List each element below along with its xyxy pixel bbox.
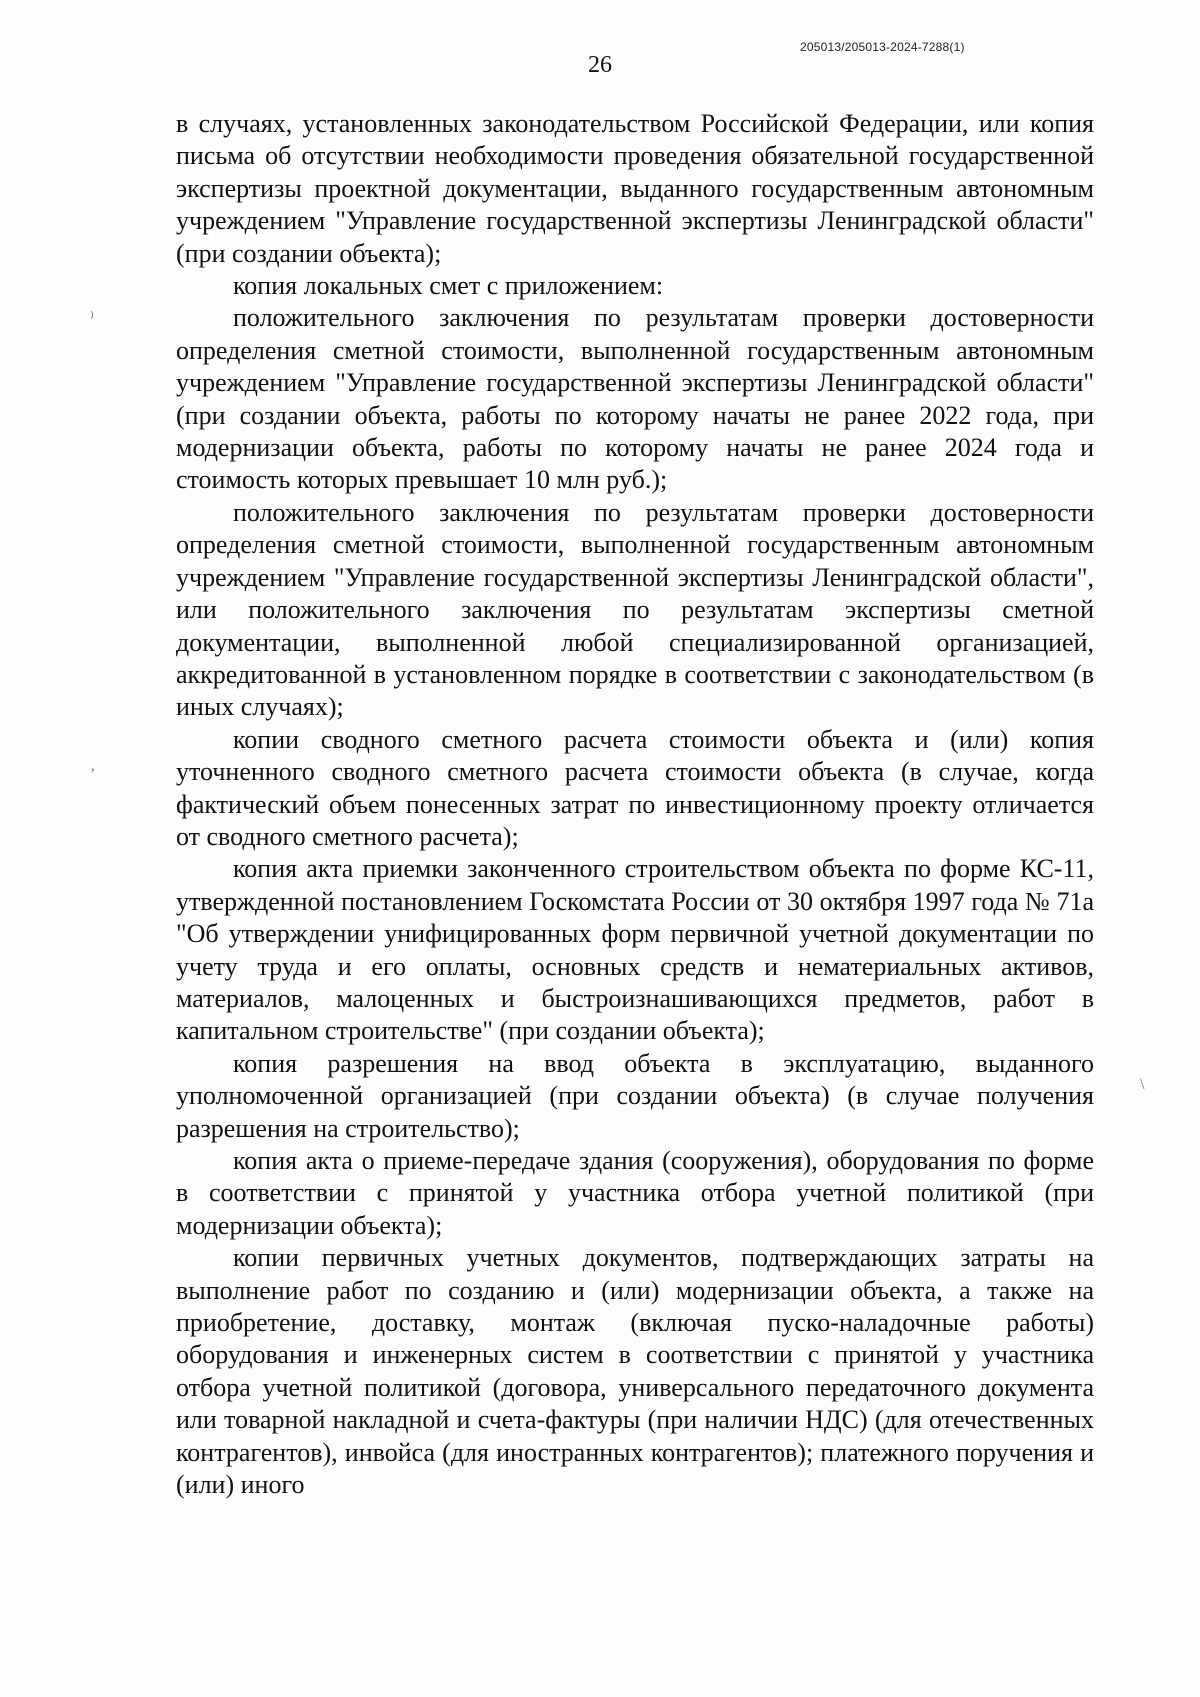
scan-mark: \ — [1140, 1076, 1145, 1093]
paragraph: копия акта приемки законченного строительством объекта по форме КС-11, утвержденной постановлением Госкомстата России от 30 октября 1997 года № 71а "Об утверждении унифицированных форм первичной учетной документации по учету труда и его оплаты, основных средств и нематериальных активов, материалов, малоценных и быстроизнашивающихся предметов, работ в капитальном строительстве" (при создании объекта); — [176, 854, 1094, 1046]
document-id: 205013/205013-2024-7288(1) — [800, 40, 965, 54]
paragraph: положительного заключения по результатам проверки достоверности определения сметной стоимости, выполненной государственным автономным учреждением "Управление государственной экспертизы Ленинградской области", или положительного заключения по результатам экспертизы сметной документации, выполненной любой специализированной организацией, аккредитованной в установленном порядке в соответствии с законодательством (в иных случаях); — [176, 497, 1094, 722]
scan-mark: ʼ — [90, 766, 96, 783]
paragraph: копия разрешения на ввод объекта в эксплуатацию, выданного уполномоченной организацией (при создании объекта) (в случае получения разрешения на строительство); — [176, 1048, 1094, 1143]
scan-mark: ⁾ — [90, 310, 94, 327]
paragraph: копии первичных учетных документов, подтверждающих затраты на выполнение работ по созданию и (или) модернизации объекта, а также на приобретение, доставку, монтаж (включая пуско-наладочные работы) оборудования и инженерных систем в соответствии с принятой у участника отбора учетной политикой (договора, универсального передаточного документа или товарной накладной и счета-фактуры (при наличии НДС) (для отечественных контрагентов), инвойса (для иностранных контрагентов); платежного поручения и (или) иного — [176, 1243, 1094, 1500]
paragraph: положительного заключения по результатам проверки достоверности определения сметной стоимости, выполненной государственным автономным учреждением "Управление государственной экспертизы Ленинградской области" (при создании объекта, работы по которому начаты не ранее 2022 года, при модернизации объекта, работы по которому начаты не ранее 2024 года и стоимость которых превышает 10 млн руб.); — [176, 303, 1094, 495]
page-number: 26 — [588, 52, 612, 78]
paragraph: копии сводного сметного расчета стоимости объекта и (или) копия уточненного сводного сметного расчета стоимости объекта (в случае, когда фактический объем понесенных затрат по инвестиционному проекту отличается от сводного сметного расчета); — [176, 724, 1094, 851]
paragraph: копия локальных смет с приложением: — [233, 271, 664, 301]
paragraph: копия акта о приеме-передаче здания (сооружения), оборудования по форме в соответствии с принятой у участника отбора учетной политикой (при модернизации объекта); — [176, 1146, 1094, 1240]
paragraph: в случаях, установленных законодательством Российской Федерации, или копия письма об отсутствии необходимости проведения обязательной государственной экспертизы проектной документации, выданного государственным автономным учреждением "Управление государственной экспертизы Ленинградской области" (при создании объекта); — [176, 109, 1094, 268]
document-body — [176, 108, 1094, 1501]
